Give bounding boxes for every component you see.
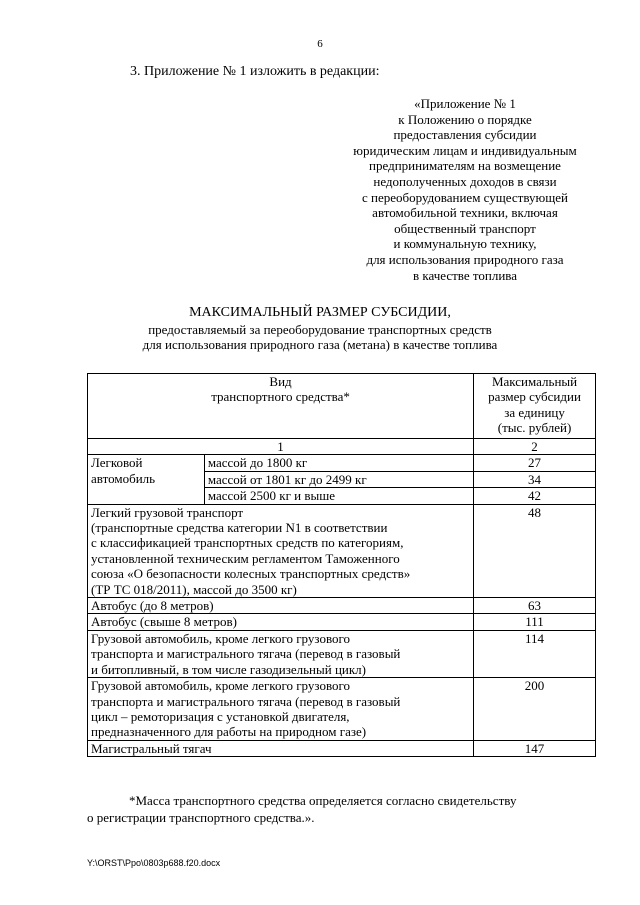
document-title: [0, 305, 640, 352]
cell-line: союза «О безопасности колесных транспортных средств»: [91, 566, 411, 582]
vehicle-type-cell: [88, 504, 474, 597]
title-main: МАКСИМАЛЬНЫЙ РАЗМЕР СУБСИДИИ,: [189, 305, 451, 320]
appendix-line: предоставления субсидии: [393, 127, 537, 143]
header-text: транспортного средства*: [211, 389, 350, 405]
appendix-line: с переоборудованием существующей: [362, 189, 568, 205]
header-text: (тыс. рублей): [497, 420, 572, 436]
column-number: 1: [88, 439, 474, 455]
appendix-line: к Положению о порядке: [398, 111, 532, 127]
subsidy-value: 147: [474, 740, 596, 756]
table-row: [88, 678, 596, 741]
cell-line: предназначенного для работы на природном газе): [91, 724, 367, 740]
table-row: [88, 504, 596, 597]
cell-line: с классификацией транспортных средств по категориям,: [91, 535, 404, 551]
vehicle-type-cell: [88, 630, 474, 677]
table-row: [88, 455, 596, 471]
appendix-line: «Приложение № 1: [414, 96, 516, 111]
subsidy-value: 42: [474, 488, 596, 504]
appendix-line: недополученных доходов в связи: [373, 173, 557, 189]
appendix-line: и коммунальную технику,: [393, 236, 537, 252]
header-text: Вид: [269, 374, 292, 389]
header-max-subsidy: [474, 374, 596, 439]
table-row: [88, 598, 596, 614]
cell-line: Легкий грузовой транспорт: [91, 504, 244, 520]
file-path: Y:\ORST\Ppo\0803p688.f20.docx: [87, 858, 221, 868]
cell-line: Магистральный тягач: [91, 740, 212, 756]
mass-range: массой 2500 кг и выше: [204, 488, 473, 504]
cell-line: транспорта и магистрального тягача (перевод в газовый: [91, 693, 401, 709]
mass-range: массой до 1800 кг: [204, 455, 473, 471]
appendix-line: предпринимателям на возмещение: [369, 158, 561, 174]
cell-line: транспорта и магистрального тягача (перевод в газовый: [91, 646, 401, 662]
page-number: 6: [317, 38, 323, 50]
footnote-line: о регистрации транспортного средства.».: [87, 810, 315, 825]
subsidy-value: 200: [474, 678, 596, 741]
cell-line: (транспортные средства категории N1 в соответствии: [91, 520, 388, 536]
subsidy-value: 34: [474, 471, 596, 487]
subsidy-table: [87, 373, 596, 757]
appendix-line: для использования природного газа: [366, 251, 564, 267]
appendix-line: в качестве топлива: [412, 267, 518, 283]
title-sub-line: предоставляемый за переоборудование транспортных средств: [148, 322, 492, 337]
header-vehicle-type: [88, 374, 474, 439]
header-text: Максимальный: [491, 374, 578, 389]
table-row: [88, 630, 596, 677]
appendix-heading: [330, 96, 600, 283]
table-row: [88, 740, 596, 756]
vehicle-type-cell: [88, 598, 474, 614]
cell-line: цикл – ремоторизация с установкой двигателя,: [91, 708, 350, 724]
cell-line: Автобус (свыше 8 метров): [91, 614, 237, 630]
cell-line: (ТР ТС 018/2011), массой до 3500 кг): [91, 581, 297, 597]
vehicle-type-cell: [88, 740, 474, 756]
footnote: [87, 792, 605, 826]
cell-line: Автобус (до 8 метров): [91, 598, 214, 614]
vehicle-type-cell: [88, 614, 474, 630]
header-text: за единицу: [504, 404, 565, 420]
table-row: [88, 614, 596, 630]
subsidy-value: 48: [474, 504, 596, 597]
cell-line: установленной техническим регламентом Таможенного: [91, 550, 400, 566]
subsidy-value: 63: [474, 598, 596, 614]
passenger-car-label: Легковой автомобиль: [88, 455, 205, 504]
mass-range: массой от 1801 кг до 2499 кг: [204, 471, 473, 487]
subsidy-value: 114: [474, 630, 596, 677]
cell-line: Грузовой автомобиль, кроме легкого грузового: [91, 630, 350, 646]
cell-line: и битопливный, в том числе газодизельный цикл): [91, 661, 366, 677]
appendix-line: общественный транспорт: [394, 220, 536, 236]
column-number-row: [88, 439, 596, 455]
appendix-line: юридическим лицам и индивидуальным: [353, 142, 577, 158]
vehicle-type-cell: [88, 678, 474, 741]
table-header-row: [88, 374, 596, 439]
subsidy-value: 111: [474, 614, 596, 630]
subsidy-value: 27: [474, 455, 596, 471]
header-text: размер субсидии: [488, 389, 581, 405]
footnote-line: *Масса транспортного средства определяется согласно свидетельству: [129, 793, 517, 808]
column-number: 2: [474, 439, 596, 455]
title-sub-line: для использования природного газа (метана) в качестве топлива: [142, 337, 498, 352]
intro-text: 3. Приложение № 1 изложить в редакции:: [130, 64, 380, 79]
cell-line: Грузовой автомобиль, кроме легкого грузового: [91, 678, 350, 694]
appendix-line: автомобильной техники, включая: [372, 205, 558, 221]
